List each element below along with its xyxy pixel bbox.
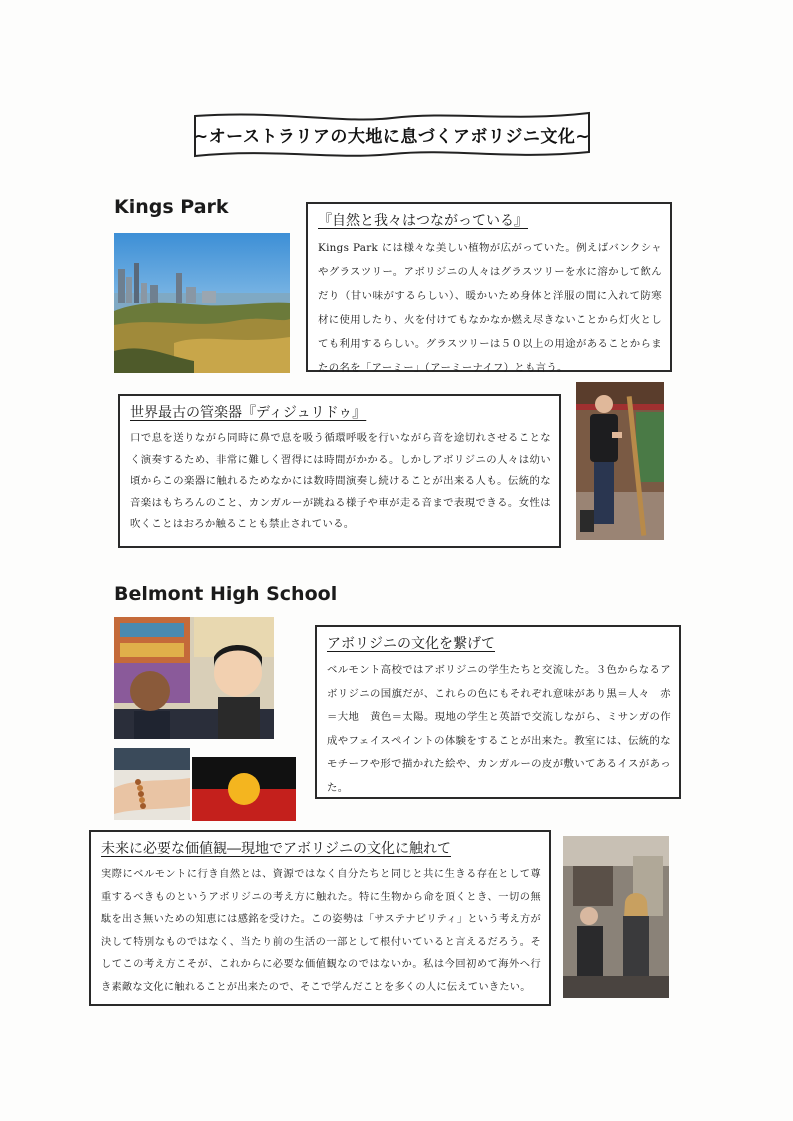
page-title: ~オーストラリアの大地に息づくアボリジニ文化~ [193,126,591,147]
didgeridoo-box [118,394,561,548]
future-values-box-title: 未来に必要な価値観―現地でアボリジニの文化に触れて [101,841,451,857]
kings-park-heading: Kings Park [114,196,229,218]
didgeridoo-box-title: 世界最古の管楽器『ディジュリドゥ』 [130,405,367,421]
title-banner [192,108,592,160]
kings-park-box-body: Kings Park には様々な美しい植物が広がっていた。例えばバンクシャやグラスツリー。アボリジニの人々はグラスツリーを水に溶かして飲んだり（甘い味がするらしい）、暖かいため身体と洋服の間に入れて防寒材に使用したり、火を付けてもなかなか燃え尽きないことから灯火としても利用するらしい。グラスツリーは５０以上の用途があることからまたの名を「アーミー」（アーミーナイフ）とも言う。 [318,242,662,374]
future-values-box-body: 実際にベルモントに行き自然とは、資源ではなく自分たちと同じと共に生きる存在として尊重するべきものというアボリジニの考え方に触れた。特に生物から命を頂くとき、一切の無駄を出さ無いための知恵には感銘を受けた。この姿勢は「サステナビリティ」という考え方が決して特別なものではなく、当たり前の生活の一部として根付いていると言えるだろう。そしてこの考え方こそが、これからに必要な価値観なのではないか。私は今回初めて海外へ行き素敵な文化に触れることが出来たので、そこで学んだことを多くの人に伝えていきたい。 [101,869,541,993]
belmont-box [315,625,681,799]
belmont-box-title: アボリジニの文化を繋げて [327,636,495,652]
belmont-heading: Belmont High School [114,583,338,605]
aboriginal-flag [192,757,296,821]
belmont-box-body: ベルモント高校ではアボリジニの学生たちと交流した。３色からなるアボリジニの国旗だが、これらの色にもそれぞれ意味があり黒＝人々 赤＝大地 黄色＝太陽。現地の学生と英語で交流しながら、ミサンガの作成やフェイスペイントの体験をすることが出来た。教室には、伝統的なモチーフや形で描かれた絵や、カンガルーの皮が敷いてあるイスがあった。 [327,664,671,794]
future-values-box [89,830,551,1006]
didgeridoo-box-body: 口で息を送りながら同時に鼻で息を吸う循環呼吸を行いながら音を途切れさせることなく演奏するため、非常に難しく習得には時間がかかる。しかしアボリジニの人々は幼い頃からこの楽器に触れるためなかには数時間演奏し続けることが出来る人も。伝統的な音楽はもちろんのこと、カンガルーが跳ねる様子や車が走る音まで表現できる。女性は吹くことはおろか触ることも禁止されている。 [130,432,551,530]
kings-park-box [306,202,672,372]
kings-park-photo [114,233,290,373]
kings-park-box-title: 『自然と我々はつながっている』 [318,213,528,229]
didgeridoo-player-photo [576,382,664,540]
students-facepaint-photo [114,617,274,739]
classroom-photo [563,836,669,998]
misanga-bracelet-photo [114,748,190,820]
